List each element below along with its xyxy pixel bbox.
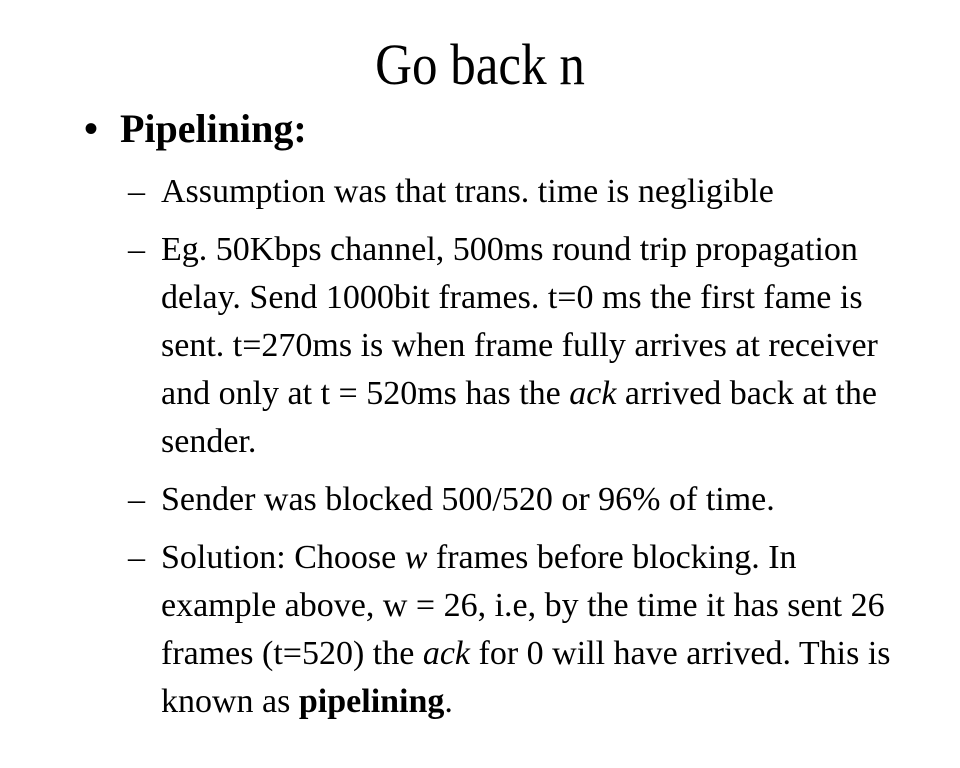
bullet-marker: • xyxy=(84,106,99,151)
main-bullet xyxy=(84,104,307,154)
sub-bullet-solution xyxy=(128,534,908,726)
sub-bullet-text: Assumption was that trans. time is negligible xyxy=(161,173,774,210)
sub-bullet-text: Eg. 50Kbps channel, 500ms round trip propagation delay. Send 1000bit frames. t=0 ms the first fame is sent. t=270ms is when frame fully arrives at receiver and only at t = 520ms has the xyxy=(161,231,878,412)
dash-marker: – xyxy=(128,481,145,518)
w-term: w xyxy=(404,539,428,576)
sub-bullet-text: Solution: Choose xyxy=(161,539,405,576)
sub-bullet-text: frames before blocking. In example above, w = 26, i.e, by the time it has sent 26 frames (t=520) the xyxy=(161,539,885,672)
dash-marker: – xyxy=(128,231,145,268)
dash-marker: – xyxy=(128,539,145,576)
ack-term: ack xyxy=(422,635,470,672)
sub-bullet-text: for 0 will have arrived. This is known as xyxy=(161,635,891,720)
ack-term: ack xyxy=(569,375,617,412)
bullet-label: Pipelining: xyxy=(120,106,307,151)
sub-bullet-example xyxy=(128,226,908,466)
sub-bullet-assumption xyxy=(128,168,908,216)
sub-bullet-list xyxy=(128,168,908,736)
pipelining-term: pipelining xyxy=(298,683,445,720)
dash-marker: – xyxy=(128,173,145,210)
sub-bullet-blocked xyxy=(128,476,908,524)
sub-bullet-text: arrived back at the sender. xyxy=(161,375,877,460)
sub-bullet-text: . xyxy=(444,683,453,720)
sub-bullet-text: Sender was blocked 500/520 or 96% of time. xyxy=(161,481,775,518)
slide-title: Go back n xyxy=(375,32,585,97)
